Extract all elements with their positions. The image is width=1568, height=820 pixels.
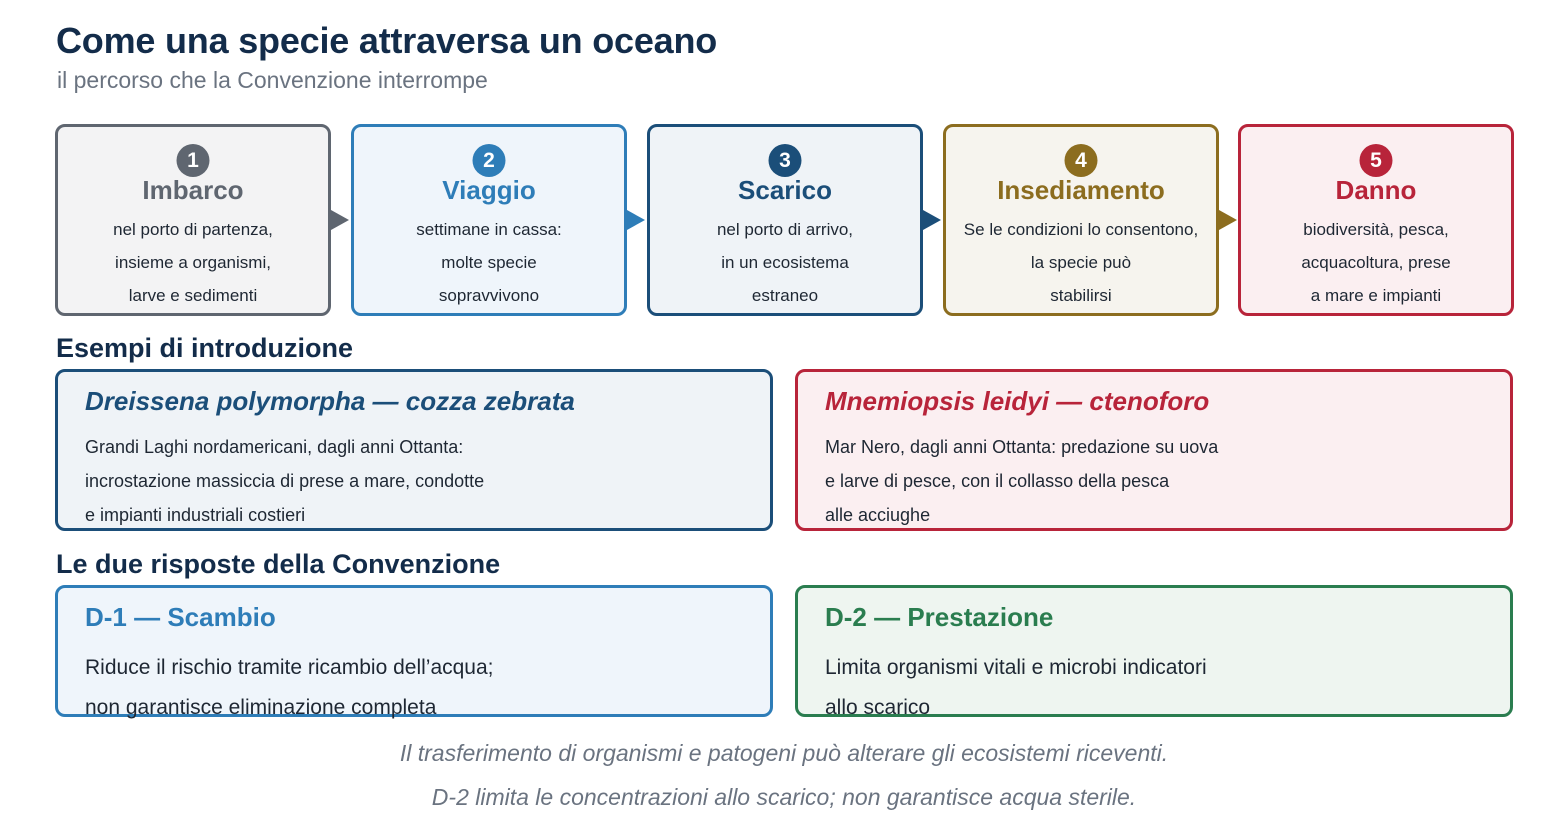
footnote-line-1: Il trasferimento di organismi e patogeni può alterare gli ecosistemi riceventi. — [399, 740, 1169, 766]
step-description — [650, 213, 920, 312]
step-line: molte specie — [441, 253, 537, 272]
example-card-mnemiopsis — [795, 369, 1513, 531]
example-card-dreissena — [55, 369, 773, 531]
step-number: 5 — [1360, 144, 1393, 177]
example-body — [85, 430, 484, 532]
examples-heading: Esempi di introduzione — [56, 333, 354, 363]
process-steps — [55, 124, 1514, 316]
footnote-line-2: D-2 limita le concentrazioni allo scarico; non garantisce acqua sterile. — [431, 784, 1137, 810]
example-title: Dreissena polymorpha — cozza zebrata — [85, 386, 575, 416]
example-line: Mar Nero, dagli anni Ottanta: predazione su uova — [825, 437, 1219, 457]
step-line: estraneo — [751, 286, 819, 305]
example-title: Mnemiopsis leidyi — ctenoforo — [825, 386, 1210, 416]
step-label: Danno — [1335, 175, 1417, 205]
step-label: Viaggio — [442, 175, 536, 205]
arrow-right-icon — [1219, 210, 1237, 230]
step-insediamento — [943, 124, 1219, 316]
step-line: nel porto di partenza, — [113, 220, 273, 239]
example-line: Grandi Laghi nordamericani, dagli anni Ottanta: — [85, 437, 464, 457]
step-line: stabilirsi — [1050, 286, 1112, 305]
example-line: alle acciughe — [825, 505, 931, 525]
step-description — [946, 213, 1216, 312]
step-label: Scarico — [738, 175, 832, 205]
step-number: 3 — [769, 144, 802, 177]
response-title: D-2 — Prestazione — [825, 602, 1054, 632]
example-line: e larve di pesce, con il collasso della pesca — [825, 471, 1170, 491]
step-line: a mare e impianti — [1310, 286, 1442, 305]
step-label: Imbarco — [142, 175, 244, 205]
step-line: nel porto di arrivo, — [716, 220, 854, 239]
step-scarico — [647, 124, 923, 316]
page-subtitle: il percorso che la Convenzione interrompe — [57, 67, 488, 93]
response-line: allo scarico — [825, 696, 931, 719]
step-line: acquacoltura, prese — [1301, 253, 1451, 272]
step-line: la specie può — [1030, 253, 1132, 272]
step-description — [1241, 213, 1511, 312]
response-line: non garantisce eliminazione completa — [85, 696, 437, 719]
step-number: 1 — [177, 144, 210, 177]
step-label: Insediamento — [997, 175, 1165, 205]
arrow-right-icon — [923, 210, 941, 230]
example-body — [825, 430, 1218, 532]
arrow-right-icon — [627, 210, 645, 230]
responses-heading: Le due risposte della Convenzione — [56, 549, 501, 579]
step-line: sopravvivono — [438, 286, 540, 305]
arrow-right-icon — [331, 210, 349, 230]
example-line: e impianti industriali costieri — [85, 505, 306, 525]
step-description — [354, 213, 624, 312]
step-line: Se le condizioni lo consentono, — [963, 220, 1199, 239]
step-number: 4 — [1065, 144, 1098, 177]
step-number: 2 — [473, 144, 506, 177]
response-card-d2 — [795, 585, 1513, 717]
page-title: Come una specie attraversa un oceano — [56, 20, 718, 61]
step-line: larve e sedimenti — [128, 286, 258, 305]
step-description — [58, 213, 328, 312]
example-line: incrostazione massiccia di prese a mare, condotte — [85, 471, 485, 491]
response-line: Limita organismi vitali e microbi indicatori — [825, 656, 1207, 679]
response-body — [825, 648, 1207, 728]
response-card-d1 — [55, 585, 773, 717]
response-body — [85, 648, 494, 728]
step-imbarco — [55, 124, 331, 316]
step-line: biodiversità, pesca, — [1303, 220, 1449, 239]
step-line: settimane in cassa: — [416, 220, 562, 239]
response-line: Riduce il rischio tramite ricambio dell’acqua; — [85, 656, 494, 679]
step-danno — [1238, 124, 1514, 316]
step-viaggio — [351, 124, 627, 316]
response-title: D-1 — Scambio — [85, 602, 276, 632]
step-line: insieme a organismi, — [115, 253, 271, 272]
step-line: in un ecosistema — [721, 253, 849, 272]
